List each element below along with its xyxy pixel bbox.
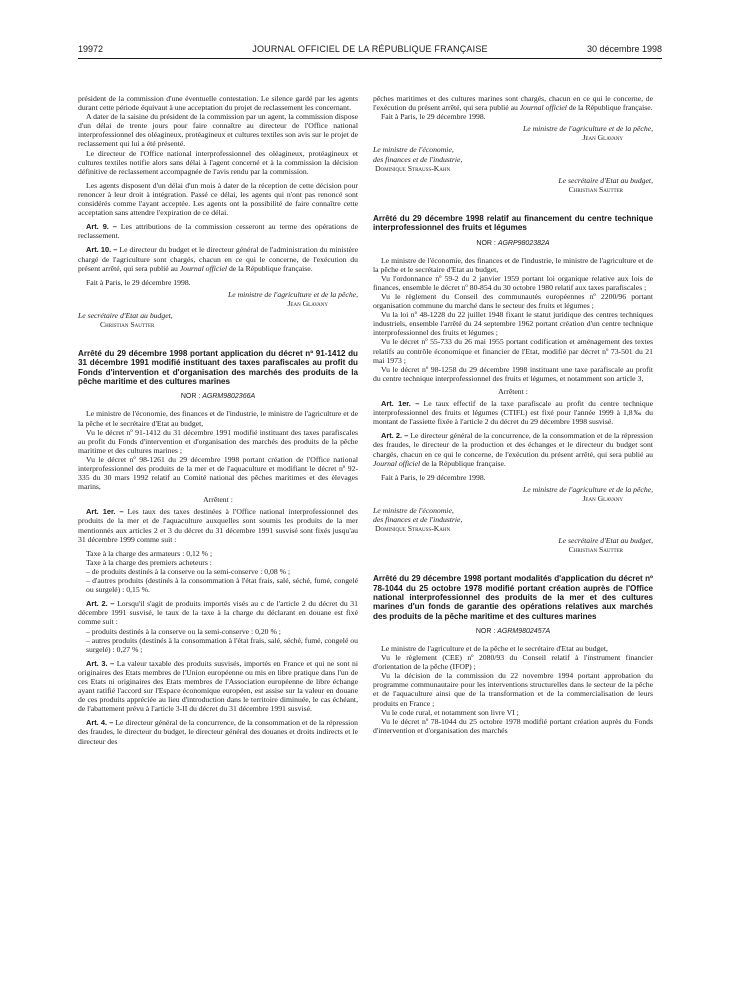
paragraph: Vu la décision de la commission du 22 novembre 1994 portant approbation du programme communautaire pour les interventions structurelles dans le secteur de la pêche et de l'aquaculture ainsi que de la transformation et de la commercialisation de leurs produits en France ; — [373, 671, 653, 708]
paragraph: Vu le décret nº 91-1412 du 31 décembre 1991 modifié instituant des taxes parafiscales au profit du Fonds d'intervention et d'organisation des marchés des produits de la pêche maritime et des cultures marines ; — [78, 427, 358, 455]
signing-place-date: Fait à Paris, le 29 décembre 1998. — [381, 472, 486, 482]
signing-place-date: Fait à Paris, le 29 décembre 1998. — [381, 112, 486, 122]
journal-officiel-ref: Journal officiel — [179, 263, 228, 273]
article-label: Art. 10. – — [86, 245, 118, 255]
paragraph: Vu le décret nº 98-1258 du 29 décembre 1998 instituant une taxe parafiscale au profit du centre technique interprofessionnel des fruits et légumes, et notamment son article 3, — [373, 364, 653, 383]
article-text: Les taux des taxes destinées à l'Office national interprofessionnel des produits de la mer et de l'aquaculture auxquelles sont soumis les produits de la mer mentionnés aux articles 2 et 3 du décret du 31 décembre 1991 susvisé sont fixés jusqu'au 31 décembre 1999 comme suit : — [78, 507, 359, 544]
article-label: Art. 4. – — [86, 718, 114, 728]
paragraph: A dater de la saisine du président de la commission par un agent, la commission dispose d'un délai de trente jours pour faire connaître au directeur de l'Office national interprofessionnel des oléagineux, protéagineux et cultures textiles son avis sur le projet de reclassement qui lui a été présenté. — [78, 112, 358, 149]
paragraph: Les agents disposent d'un délai d'un mois à dater de la réception de cette décision pour renoncer à leur droit à intégration. Passé ce délai, les agents qui n'ont pas renoncé sont considérés comme l'ayant acceptée. Les agents ont la possibilité de faire connaître cette acceptation sans attendre l'expiration de ce délai. — [78, 180, 358, 218]
paragraph: Vu le règlement (CEE) nº 2080/93 du Conseil relatif à l'instrument financier d'orientation de la pêche (IFOP) ; — [373, 653, 653, 672]
paragraph: Vu l'ordonnance nº 59-2 du 2 janvier 1959 portant loi organique relative aux lois de finances, ensemble le décret nº 80-854 du 30 octobre 1980 relatif aux taxes parafiscales ; — [373, 273, 653, 292]
paragraph: Vu le décret nº 78-1044 du 25 octobre 1978 modifié portant création auprès du Fonds d'intervention et d'organisation des marchés — [373, 716, 653, 735]
article-1 — [373, 399, 653, 426]
nor-reference: NOR : AGRM9802457A — [475, 627, 551, 635]
paragraph: Vu le décret nº 55-733 du 26 mai 1955 portant codification et aménagement des textes relatifs au contrôle économique et financier de l'Etat, modifié par décret nº 73-501 du 21 mai 1973 ; — [373, 337, 653, 365]
decree-title: Arrêté du 29 décembre 1998 relatif au financement du centre technique interprofessionnel des fruits et légumes — [373, 213, 653, 233]
signatory-title: Le ministre de l'économie, — [373, 505, 454, 515]
article-label: Art. 3. – — [86, 658, 115, 668]
article-label: Art. 1er. – — [381, 399, 420, 409]
paragraph: Vu le règlement du Conseil des communautés européennes nº 2200/96 portant organisation commune du marché dans le secteur des fruits et légumes ; — [373, 292, 653, 311]
article-10 — [78, 245, 358, 272]
signing-place-date: Fait à Paris, le 29 décembre 1998. — [86, 277, 191, 287]
nor-code: AGRP9802382A — [497, 239, 550, 247]
right-column — [373, 94, 653, 735]
signatory-title: Le ministre de l'agriculture et de la pêche, — [522, 484, 653, 494]
article-text: Le taux effectif de la taxe parafiscale au profit du centre technique interprofessionnel des fruits et légumes (CTIFL) est fixé pour l'année 1999 à 1,8‰ du montant de l'assiette fixée à l'article 2 du décret du 29 décembre 1998 susvisé. — [373, 399, 654, 427]
header-rule — [78, 58, 662, 59]
article-2 — [78, 599, 358, 626]
signatory-name: Christian Sautter — [100, 320, 155, 330]
journal-officiel-ref: Journal officiel — [519, 103, 567, 113]
article-label: Art. 2. – — [86, 599, 115, 609]
list-item: – autres produits (destinés à la consommation à l'état frais, salé, séché, fumé, congelé ou surgelé) : 0,27 % ; — [86, 635, 358, 654]
nor-code: AGRM9802457A — [497, 627, 551, 635]
article-text: La valeur taxable des produits susvisés, importés en France et qui ne sont ni originaires des Etats membres de l'Union européenne ou mis en libre pratique dans l'un de ces Etats ni originaires des Etats membres de l'Association européenne de libre échange ayant ratifié l'accord sur l'Espace économique européen, est assise sur la valeur en douane de ces produits appréciée au lieu d'introduction dans le territoire diminuée, le cas échéant, de l'abattement prévu à l'article 3-II du décret du 31 décembre 1991 susvisé. — [78, 658, 359, 714]
signatory-title: Le secrétaire d'Etat au budget, — [78, 310, 173, 320]
article-text: de la République française. — [227, 263, 313, 273]
paragraph: Le ministre de l'agriculture et de la pêche et le secrétaire d'Etat au budget, — [381, 644, 608, 654]
signatory-name: Christian Sautter — [568, 184, 623, 194]
article-text: de la République française. — [420, 458, 506, 468]
signatory-name: Jean Glavany — [582, 493, 623, 503]
article-3 — [78, 659, 358, 714]
article-text: Le directeur général de la concurrence, de la consommation et de la répression des fraudes, le directeur de la production et des échanges et le directeur du budget sont chargés, chacun en ce qui le concerne, de l'exécution du présent arrêté, qui sera publié au — [373, 431, 654, 459]
paragraph: Vu la loi nº 48-1228 du 22 juillet 1948 fixant le statut juridique des centres techniques industriels, ensemble l'arrêté du 24 septembre 1962 portant création d'un centre technique interprofessionnel des fruits et légumes ; — [373, 310, 653, 338]
article-1 — [78, 507, 358, 543]
article-text: Les attributions de la commission cesseront au terme des opérations de reclassement. — [78, 222, 358, 241]
signatory-title: Le ministre de l'agriculture et de la pêche, — [227, 289, 358, 299]
article-4 — [78, 718, 358, 745]
paragraph: Taxe à la charge des premiers acheteurs : — [86, 557, 212, 567]
article-text: Lorsqu'il s'agit de produits importés visés au c de l'article 2 du décret du 31 décembre 1991 susvisé, le taux de la taxe à la charge du déclarant en douane est fixé comme suit : — [78, 599, 358, 627]
article-label: Art. 2. – — [381, 431, 409, 441]
paragraph: Taxe à la charge des armateurs : 0,12 % ; — [86, 548, 213, 558]
arretent-heading: Arrêtent : — [498, 386, 528, 396]
paragraph: Le ministre de l'économie, des finances et de l'industrie, le ministre de l'agriculture et de la pêche et le secrétaire d'Etat au budget, — [373, 255, 653, 274]
article-label: Art. 1er. – — [86, 507, 124, 517]
decree-title: Arrêté du 29 décembre 1998 portant modalités d'application du décret nº 78-1044 du 25 octobre 1978 modifié portant création auprès de l'Office national interprofessionnel des produits de la mer et des cultures marines d'un fonds de garantie des opérations relatives aux marchés des produits de la pêche maritime et des cultures marines — [373, 574, 653, 621]
signatory-name: Dominique Strauss-Kahn — [375, 163, 451, 173]
page-number: 19972 — [78, 44, 104, 54]
paragraph: président de la commission d'une éventuelle contestation. Le silence gardé par les agents durant cette période équivaut à une acceptation du projet de reclassement les concernant. — [78, 94, 358, 113]
journal-title: JOURNAL OFFICIEL DE LA RÉPUBLIQUE FRANÇAISE — [252, 44, 488, 54]
arretent-heading: Arrêtent : — [203, 495, 233, 505]
issue-date: 30 décembre 1998 — [586, 44, 662, 54]
nor-code: AGRM9802366A — [202, 393, 256, 401]
paragraph: Vu le code rural, et notamment son livre VI ; — [381, 707, 519, 717]
article-2 — [373, 431, 653, 467]
article-text: Le directeur général de la concurrence, de la consommation et de la répression des fraudes, le directeur du budget, le directeur général des douanes et droits indirects et le directeur des — [78, 718, 359, 746]
article-label: Art. 9. – — [86, 222, 117, 232]
signatory-name: Christian Sautter — [568, 545, 623, 555]
article-9 — [78, 222, 358, 240]
paragraph: Le directeur de l'Office national interprofessionnel des oléagineux, protéagineux et cultures textiles notifie alors sans délai à l'agent concerné et à la commission la décision définitive de reclassement accompagnée de l'avis rendu par la commission. — [78, 148, 358, 176]
signatory-title: Le secrétaire d'Etat au budget, — [558, 536, 653, 546]
signatory-title: Le secrétaire d'Etat au budget, — [558, 175, 653, 185]
page-header — [78, 44, 662, 58]
signatory-name: Jean Glavany — [582, 133, 623, 143]
signatory-title: des finances et de l'industrie, — [373, 154, 463, 164]
signatory-name: Dominique Strauss-Kahn — [375, 524, 451, 534]
signatory-title: des finances et de l'industrie, — [373, 515, 463, 525]
list-item: – produits destinés à la conserve ou la semi-conserve : 0,20 % ; — [86, 626, 281, 636]
nor-reference: NOR : AGRM9802366A — [180, 393, 256, 401]
article-text: Le directeur du budget et le directeur général de l'administration du ministère chargé de l'agriculture sont chargés, chacun en ce qui le concerne, de l'exécution du présent arrêté, qui sera publié au — [78, 245, 358, 273]
signatory-title: Le ministre de l'économie, — [373, 145, 454, 155]
list-item: – de produits destinés à la conserve ou la semi-conserve : 0,08 % ; — [86, 566, 291, 576]
paragraph: Vu le décret nº 98-1261 du 29 décembre 1998 portant création de l'Office national interprofessionnel des produits de la mer et de l'aquaculture et modifiant le décret nº 92-335 du 30 mars 1992 relatif au Comité national des pêches maritimes et des élevages marins, — [78, 454, 358, 492]
nor-reference: NOR : AGRP9802382A — [476, 239, 550, 247]
list-item: – d'autres produits (destinés à la consommation à l'état frais, salé, séché, fumé, congelé ou surgelé) : 0,15 %. — [86, 576, 358, 595]
signatory-title: Le ministre de l'agriculture et de la pêche, — [522, 124, 653, 134]
decree-title: Arrêté du 29 décembre 1998 portant application du décret nº 91-1412 du 31 décembre 1991 modifié instituant des taxes parafiscales au profit du Fonds d'intervention et d'organisation des marchés des produits de la pêche maritime et des cultures marines — [78, 349, 358, 387]
left-column — [78, 94, 358, 746]
paragraph: pêches maritimes et des cultures marines sont chargés, chacun en ce qui le concerne, de l'exécution du présent arrêté, qui sera publié au Journal officiel de la République française. — [373, 94, 653, 113]
journal-officiel-ref: Journal officiel — [373, 458, 421, 468]
signatory-name: Jean Glavany — [287, 298, 328, 308]
paragraph: Le ministre de l'économie, des finances et de l'industrie, le ministre de l'agriculture et de la pêche et le secrétaire d'Etat au budget, — [78, 409, 358, 428]
